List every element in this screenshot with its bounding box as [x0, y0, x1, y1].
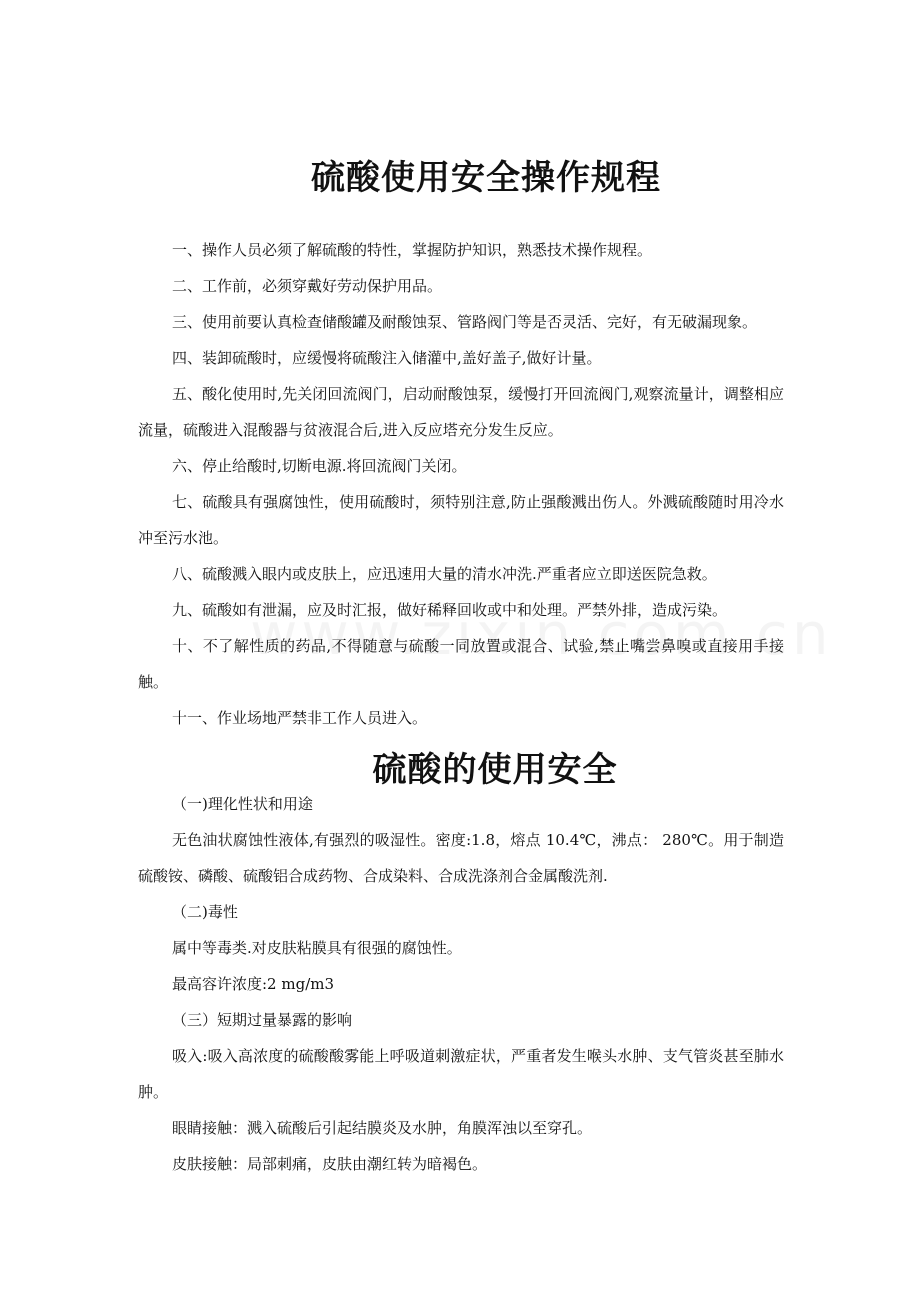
subsection-heading-properties: （一)理化性状和用途 — [172, 795, 313, 813]
rules-list — [138, 232, 784, 736]
rule-item: 六、停止给酸时,切断电源.将回流阀门关闭。 — [172, 457, 467, 475]
section-title: 硫酸的使用安全 — [372, 750, 618, 790]
skin-contact-text: 皮肤接触：局部刺痛，皮肤由潮红转为暗褐色。 — [172, 1155, 488, 1173]
rule-item: 五、酸化使用时,先关闭回流阀门，启动耐酸蚀泵，缓慢打开回流阀门,观察流量计，调整相应流量，硫酸进入混酸器与贫液混合后,进入反应塔充分发生反应。 — [138, 385, 784, 439]
eye-contact-text: 眼睛接触：溅入硫酸后引起结膜炎及水肿，角膜浑浊以至穿孔。 — [172, 1119, 593, 1137]
rule-item: 四、装卸硫酸时，应缓慢将硫酸注入储灌中,盖好盖子,做好计量。 — [172, 349, 602, 367]
toxicity-text: 属中等毒类.对皮肤粘膜具有很强的腐蚀性。 — [172, 939, 462, 957]
rule-item: 七、硫酸具有强腐蚀性，使用硫酸时，须特别注意,防止强酸溅出伤人。外溅硫酸随时用冷水冲至污水池。 — [138, 493, 784, 547]
rule-item: 八、硫酸溅入眼内或皮肤上，应迅速用大量的清水冲洗.严重者应立即送医院急救。 — [172, 565, 717, 583]
inhalation-text: 吸入:吸入高浓度的硫酸酸雾能上呼吸道刺激症状，严重者发生喉头水肿、支气管炎甚至肺水肿。 — [138, 1047, 784, 1101]
subsection-heading-exposure: （三）短期过量暴露的影响 — [172, 1011, 353, 1029]
document-title: 硫酸使用安全操作规程 — [311, 158, 661, 198]
rule-item: 九、硫酸如有泄漏，应及时汇报，做好稀释回收或中和处理。严禁外排，造成污染。 — [172, 601, 728, 619]
rule-item: 二、工作前，必须穿戴好劳动保护用品。 — [172, 277, 443, 295]
safety-info — [138, 786, 784, 1182]
rule-item: 十一、作业场地严禁非工作人员进入。 — [172, 709, 428, 727]
properties-text: 无色油状腐蚀性液体,有强烈的吸湿性。密度:1.8，熔点 10.4℃，沸点： 280℃。用于制造硫酸铵、磷酸、硫酸铝合成药物、合成染料、合成洗涤剂合金属酸洗剂. — [138, 831, 784, 885]
exposure-limit-text: 最高容许浓度:2 mg/m3 — [172, 975, 335, 993]
subsection-heading-toxicity: （二)毒性 — [172, 903, 238, 921]
rule-item: 三、使用前要认真检查储酸罐及耐酸蚀泵、管路阀门等是否灵活、完好，有无破漏现象。 — [172, 313, 758, 331]
rule-item: 十、不了解性质的药品,不得随意与硫酸一同放置或混合、试验,禁止嘴尝鼻嗅或直接用手接触。 — [138, 637, 784, 691]
rule-item: 一、操作人员必须了解硫酸的特性，掌握防护知识，熟悉技术操作规程。 — [172, 241, 653, 259]
